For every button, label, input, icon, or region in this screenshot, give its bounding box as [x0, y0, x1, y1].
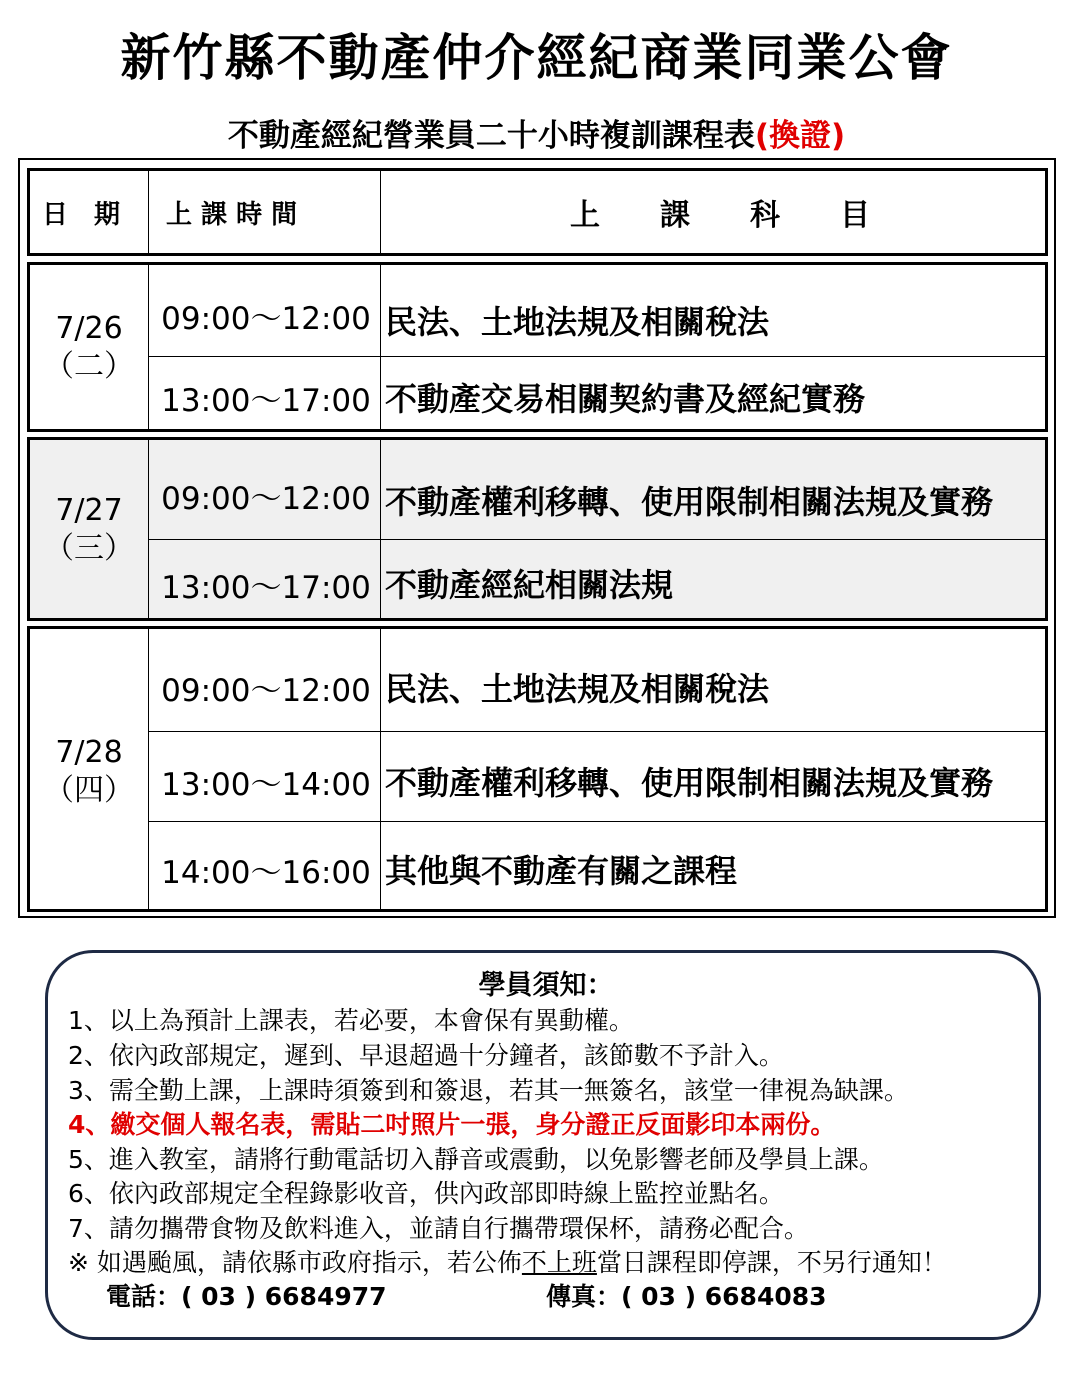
- typhoon-notice: [68, 1243, 947, 1279]
- contact-line: [106, 1277, 387, 1313]
- session-subject: 民法、土地法規及相關稅法: [385, 303, 770, 341]
- session-subject: 不動產權利移轉、使用限制相關法規及實務: [385, 764, 994, 802]
- session-time: 09:00～12:00: [161, 301, 371, 337]
- notice-title: 學員須知：: [478, 970, 614, 1001]
- notice-box: [45, 950, 1041, 1340]
- page-title: 新竹縣不動產仲介經紀商業同業公會: [120, 29, 953, 87]
- day-date: 7/28: [55, 735, 123, 770]
- day-date-cell: [30, 492, 148, 568]
- session-time: 13:00～17:00: [161, 383, 371, 419]
- session-time: 09:00～12:00: [161, 673, 371, 709]
- subtitle-close: ): [831, 118, 846, 154]
- day-weekday: （二）: [44, 349, 134, 384]
- session-subject: 民法、土地法規及相關稅法: [385, 670, 770, 708]
- day-date: 7/26: [55, 311, 123, 346]
- subtitle-accent: (換證: [754, 118, 831, 154]
- session-time: 13:00～14:00: [161, 767, 371, 803]
- day-block-2: [27, 437, 1048, 621]
- header-date: 日 期: [42, 199, 121, 230]
- notice-item: 5、進入教室，請將行動電話切入靜音或震動，以免影響老師及學員上課。: [68, 1145, 884, 1174]
- notice-item: 3、需全勤上課，上課時須簽到和簽退，若其一無簽名，該堂一律視為缺課。: [68, 1076, 909, 1105]
- typhoon-post: 當日課程即停課，不另行通知！: [596, 1248, 947, 1277]
- notice-item: 2、依內政部規定，遲到、早退超過十分鐘者，該節數不予計入。: [68, 1041, 784, 1070]
- day-weekday: （四）: [44, 773, 134, 808]
- subtitle-main: 不動產經紀營業員二十小時複訓課程表: [227, 118, 755, 154]
- fax-number: 傳真：( 03 ) 6684083: [546, 1282, 827, 1311]
- day-block-1: [27, 262, 1048, 432]
- notice-item: 7、請勿攜帶食物及飲料進入，並請自行攜帶環保杯，請務必配合。: [68, 1214, 809, 1243]
- day-weekday: （三）: [44, 531, 134, 566]
- day-block-3: [27, 626, 1048, 912]
- session-time: 14:00～16:00: [161, 855, 371, 891]
- page-subtitle: [0, 110, 1073, 155]
- session-time: 13:00～17:00: [161, 570, 371, 606]
- session-subject: 不動產權利移轉、使用限制相關法規及實務: [385, 483, 994, 521]
- phone-number: 電話：( 03 ) 6684977: [106, 1282, 387, 1311]
- day-date-cell: [30, 734, 148, 810]
- day-date: 7/27: [55, 493, 123, 528]
- typhoon-underline: 不上班: [521, 1248, 597, 1277]
- session-subject: 不動產經紀相關法規: [385, 566, 674, 604]
- header-subject: 上 課 科 目: [570, 198, 870, 233]
- day-date-cell: [30, 310, 148, 386]
- session-time: 09:00～12:00: [161, 481, 371, 517]
- typhoon-pre: ※ 如遇颱風，請依縣市政府指示，若公佈: [68, 1248, 522, 1277]
- session-subject: 不動產交易相關契約書及經紀實務: [385, 380, 866, 418]
- header-time: 上 課 時 間: [166, 199, 298, 230]
- notice-item: 6、依內政部規定全程錄影收音，供內政部即時線上監控並點名。: [68, 1179, 784, 1208]
- notice-item: 1、以上為預計上課表，若必要，本會保有異動權。: [68, 1006, 634, 1035]
- table-header-row: [27, 168, 1048, 256]
- session-subject: 其他與不動產有關之課程: [385, 852, 738, 890]
- notice-item-highlight: 4、繳交個人報名表，需貼二吋照片一張，身分證正反面影印本兩份。: [68, 1110, 836, 1139]
